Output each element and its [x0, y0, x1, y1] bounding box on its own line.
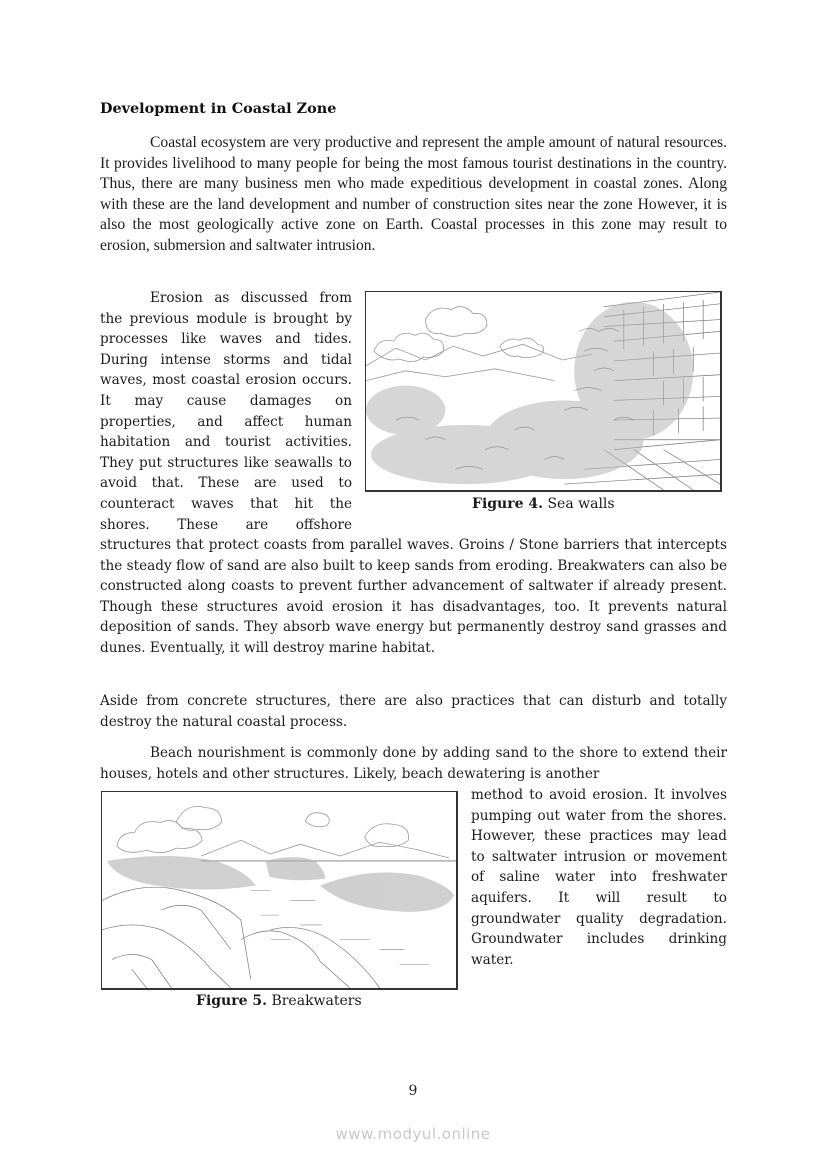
section-heading: Development in Coastal Zone: [100, 100, 337, 117]
beach-dewatering-paragraph: method to avoid erosion. It involves pumping out water from the shores. However, these practices may lead to saltwater intrusion or movement of saline water into freshwater aquifers. It will result to groundwater quality degradation. Groundwater includes drinking water.: [471, 787, 727, 968]
figure-4-label: Figure 4.: [472, 496, 543, 512]
page-number: 9: [408, 1083, 418, 1099]
figure-5-breakwaters-image: [101, 791, 458, 990]
figure-4-caption-text: Sea walls: [547, 496, 615, 512]
figure-4-caption: [472, 496, 615, 512]
aside-paragraph: Aside from concrete structures, there are also practices that can disturb and totally destroy the natural coastal process.: [100, 693, 727, 730]
figure-5-label: Figure 5.: [196, 993, 267, 1009]
figure-5-caption: [196, 993, 362, 1009]
erosion-paragraph-wrapped: Erosion as discussed from the previous module is brought by processes like waves and tides. During intense storms and tidal waves, most coastal erosion occurs. It may cause damages on properties, and affect human habitation and tourist activities. They put structures like seawalls to avoid that. These are used to counteract waves that hit the shores. These are offshore: [100, 290, 352, 533]
intro-paragraph: Coastal ecosystem are very productive and represent the ample amount of natural resources. It provides livelihood to many people for being the most famous tourist destinations in the country. Thus, there are many business men who made expeditious development in coastal zones. Along with these are the land development and number of construction sites near the zone However, it is also the most geologically active zone on Earth. Coastal processes in this zone may result to erosion, submersion and saltwater intrusion.: [100, 134, 727, 254]
breakwaters-illustration: [102, 792, 456, 988]
sea-wall-illustration: [366, 292, 720, 490]
beach-nourishment-paragraph: Beach nourishment is commonly done by adding sand to the shore to extend their houses, hotels and other structures. Likely, beach dewatering is another: [100, 745, 727, 782]
erosion-paragraph-continued: structures that protect coasts from parallel waves. Groins / Stone barriers that intercepts the steady flow of sand are also built to keep sands from eroding. Breakwaters can also be constructed along coasts to prevent further advancement of saltwater if already present. Though these structures avoid erosion it has disadvantages, too. It prevents natural deposition of sands. They absorb wave energy but permanently destroy sand grasses and dunes. Eventually, it will destroy marine habitat.: [100, 537, 727, 656]
figure-5-caption-text: Breakwaters: [271, 993, 362, 1009]
figure-4-sea-walls-image: [365, 291, 722, 492]
watermark-text: www.modyul.online: [335, 1125, 491, 1143]
